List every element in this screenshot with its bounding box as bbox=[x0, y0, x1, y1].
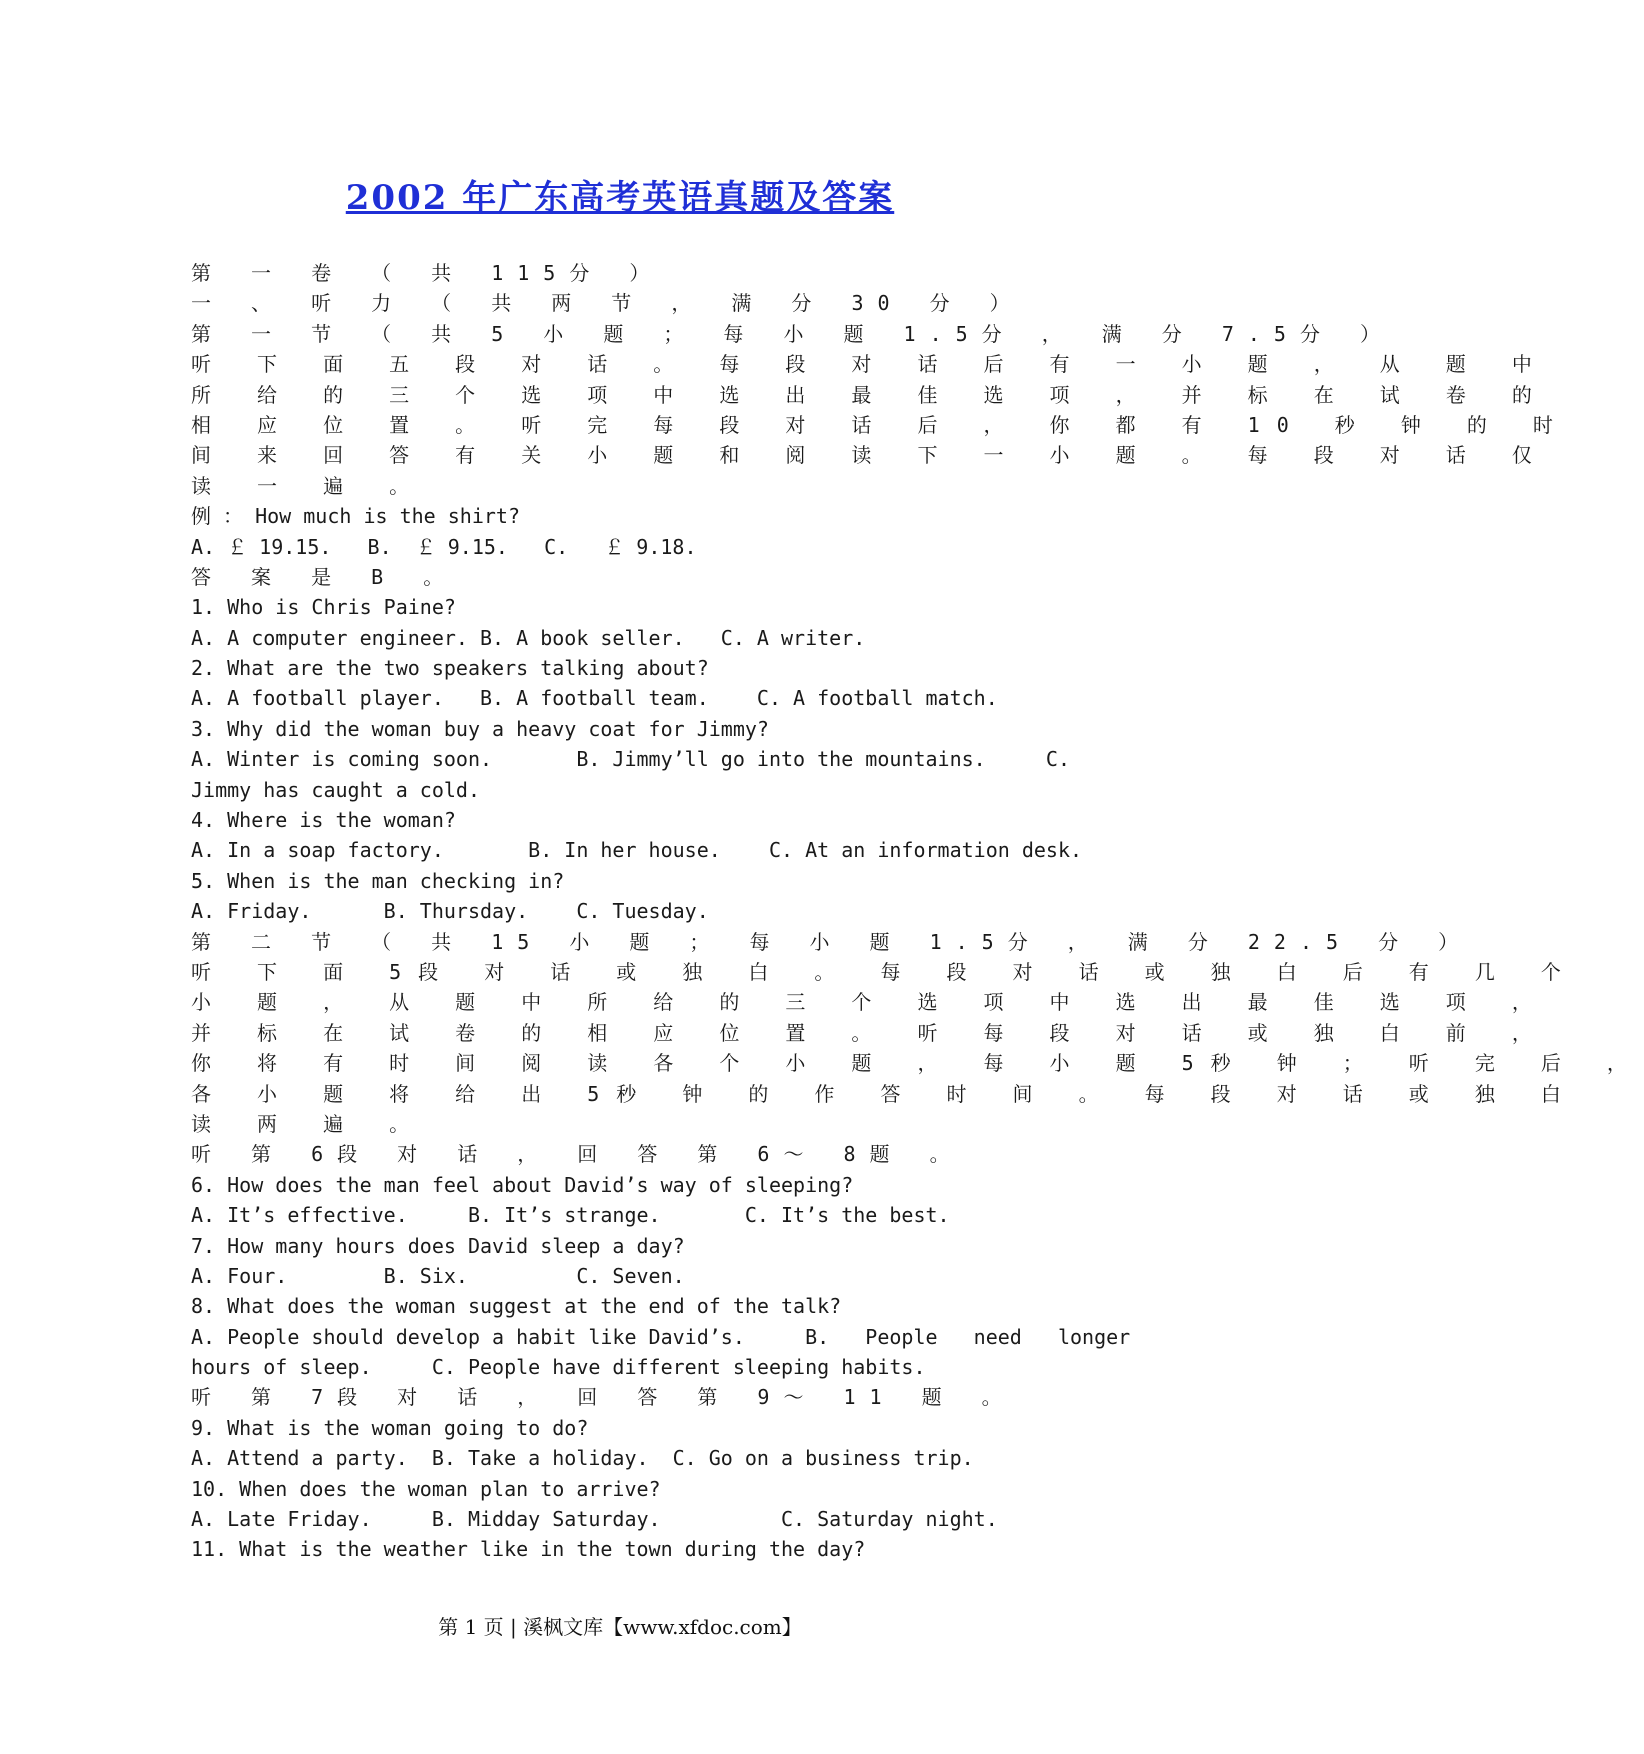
page-footer: 第 1 页 | 溪枫文库【www.xfdoc.com】 bbox=[438, 1615, 802, 1639]
text-line: 并 标 在 试 卷 的 相 应 位 置 。 听 每 段 对 话 或 独 白 前 ， bbox=[191, 1020, 1549, 1045]
text-line: A. A football player. B. A football team. C. A football match. bbox=[191, 686, 998, 711]
text-line: 第 二 节 （ 共 15 小 题 ； 每 小 题 1.5分 ， 满 分 22.5 分 ） bbox=[191, 929, 1473, 954]
text-line: A. ￡ 19.15. B. ￡ 9.15. C. ￡ 9.18. bbox=[191, 534, 697, 559]
text-line: 9. What is the woman going to do? bbox=[191, 1415, 589, 1440]
text-line: 4. Where is the woman? bbox=[191, 808, 456, 833]
text-line: A. People should develop a habit like David’s. B. People need longer bbox=[191, 1324, 1131, 1349]
text-line: 听 第 6段 对 话 ， 回 答 第 6～ 8题 。 bbox=[191, 1142, 964, 1167]
text-line: A. Attend a party. B. Take a holiday. C. Go on a business trip. bbox=[191, 1446, 974, 1471]
text-line: 1. Who is Chris Paine? bbox=[191, 595, 456, 620]
text-line: 11. What is the weather like in the town during the day? bbox=[191, 1537, 866, 1562]
text-line: 3. Why did the woman buy a heavy coat for Jimmy? bbox=[191, 716, 769, 741]
text-line: 相 应 位 置 。 听 完 每 段 对 话 后 ， 你 都 有 10 秒 钟 的 时 bbox=[191, 412, 1570, 437]
document-body bbox=[191, 258, 1644, 1565]
text-line: A. Late Friday. B. Midday Saturday. C. Saturday night. bbox=[191, 1507, 998, 1532]
text-line: 10. When does the woman plan to arrive? bbox=[191, 1476, 661, 1501]
text-line: 一 、 听 力 （ 共 两 节 ， 满 分 30 分 ） bbox=[191, 291, 1024, 316]
text-line: 例 ： How much is the shirt? bbox=[191, 504, 520, 529]
text-line: 小 题 ， 从 题 中 所 给 的 三 个 选 项 中 选 出 最 佳 选 项 ， bbox=[191, 990, 1549, 1015]
text-line: A. In a soap factory. B. In her house. C. At an information desk. bbox=[191, 838, 1083, 863]
text-line: Jimmy has caught a cold. bbox=[191, 777, 480, 802]
text-line: A. Winter is coming soon. B. Jimmy’ll go into the mountains. C. bbox=[191, 747, 1070, 772]
text-line: A. Four. B. Six. C. Seven. bbox=[191, 1263, 685, 1288]
text-line: 间 来 回 答 有 关 小 题 和 阅 读 下 一 小 题 。 每 段 对 话 仅 bbox=[191, 443, 1549, 468]
text-line: 听 下 面 五 段 对 话 。 每 段 对 话 后 有 一 小 题 ， 从 题 中 bbox=[191, 352, 1549, 377]
text-line: 你 将 有 时 间 阅 读 各 个 小 题 ， 每 小 题 5秒 钟 ； 听 完 后 ， bbox=[191, 1051, 1644, 1076]
document-title[interactable]: 2002 年广东高考英语真题及答案 bbox=[345, 178, 895, 218]
text-line: 8. What does the woman suggest at the end of the talk? bbox=[191, 1294, 842, 1319]
text-line: 听 下 面 5段 对 话 或 独 白 。 每 段 对 话 或 独 白 后 有 几 个 bbox=[191, 959, 1578, 984]
text-line: 答 案 是 B 。 bbox=[191, 564, 458, 589]
text-line: 所 给 的 三 个 选 项 中 选 出 最 佳 选 项 ， 并 标 在 试 卷 的 bbox=[191, 382, 1549, 407]
text-line: 5. When is the man checking in? bbox=[191, 868, 565, 893]
text-line: A. It’s effective. B. It’s strange. C. It’s the best. bbox=[191, 1203, 950, 1228]
text-line: 各 小 题 将 给 出 5秒 钟 的 作 答 时 间 。 每 段 对 话 或 独 白 bbox=[191, 1081, 1578, 1106]
text-line: 2. What are the two speakers talking about? bbox=[191, 656, 709, 681]
text-line: A. A computer engineer. B. A book seller. C. A writer. bbox=[191, 625, 866, 650]
text-line: 第 一 卷 （ 共 115分 ） bbox=[191, 261, 664, 285]
text-line: 6. How does the man feel about David’s way of sleeping? bbox=[191, 1172, 854, 1197]
text-line: A. Friday. B. Thursday. C. Tuesday. bbox=[191, 899, 709, 924]
text-line: 读 一 遍 。 bbox=[191, 473, 427, 498]
text-line: 第 一 节 （ 共 5 小 题 ； 每 小 题 1.5分 ， 满 分 7.5分 ） bbox=[191, 321, 1394, 346]
text-line: 听 第 7段 对 话 ， 回 答 第 9～ 11 题 。 bbox=[191, 1385, 1016, 1410]
text-line: 读 两 遍 。 bbox=[191, 1111, 427, 1136]
text-line: 7. How many hours does David sleep a day? bbox=[191, 1233, 685, 1258]
text-line: hours of sleep. C. People have different sleeping habits. bbox=[191, 1355, 926, 1380]
